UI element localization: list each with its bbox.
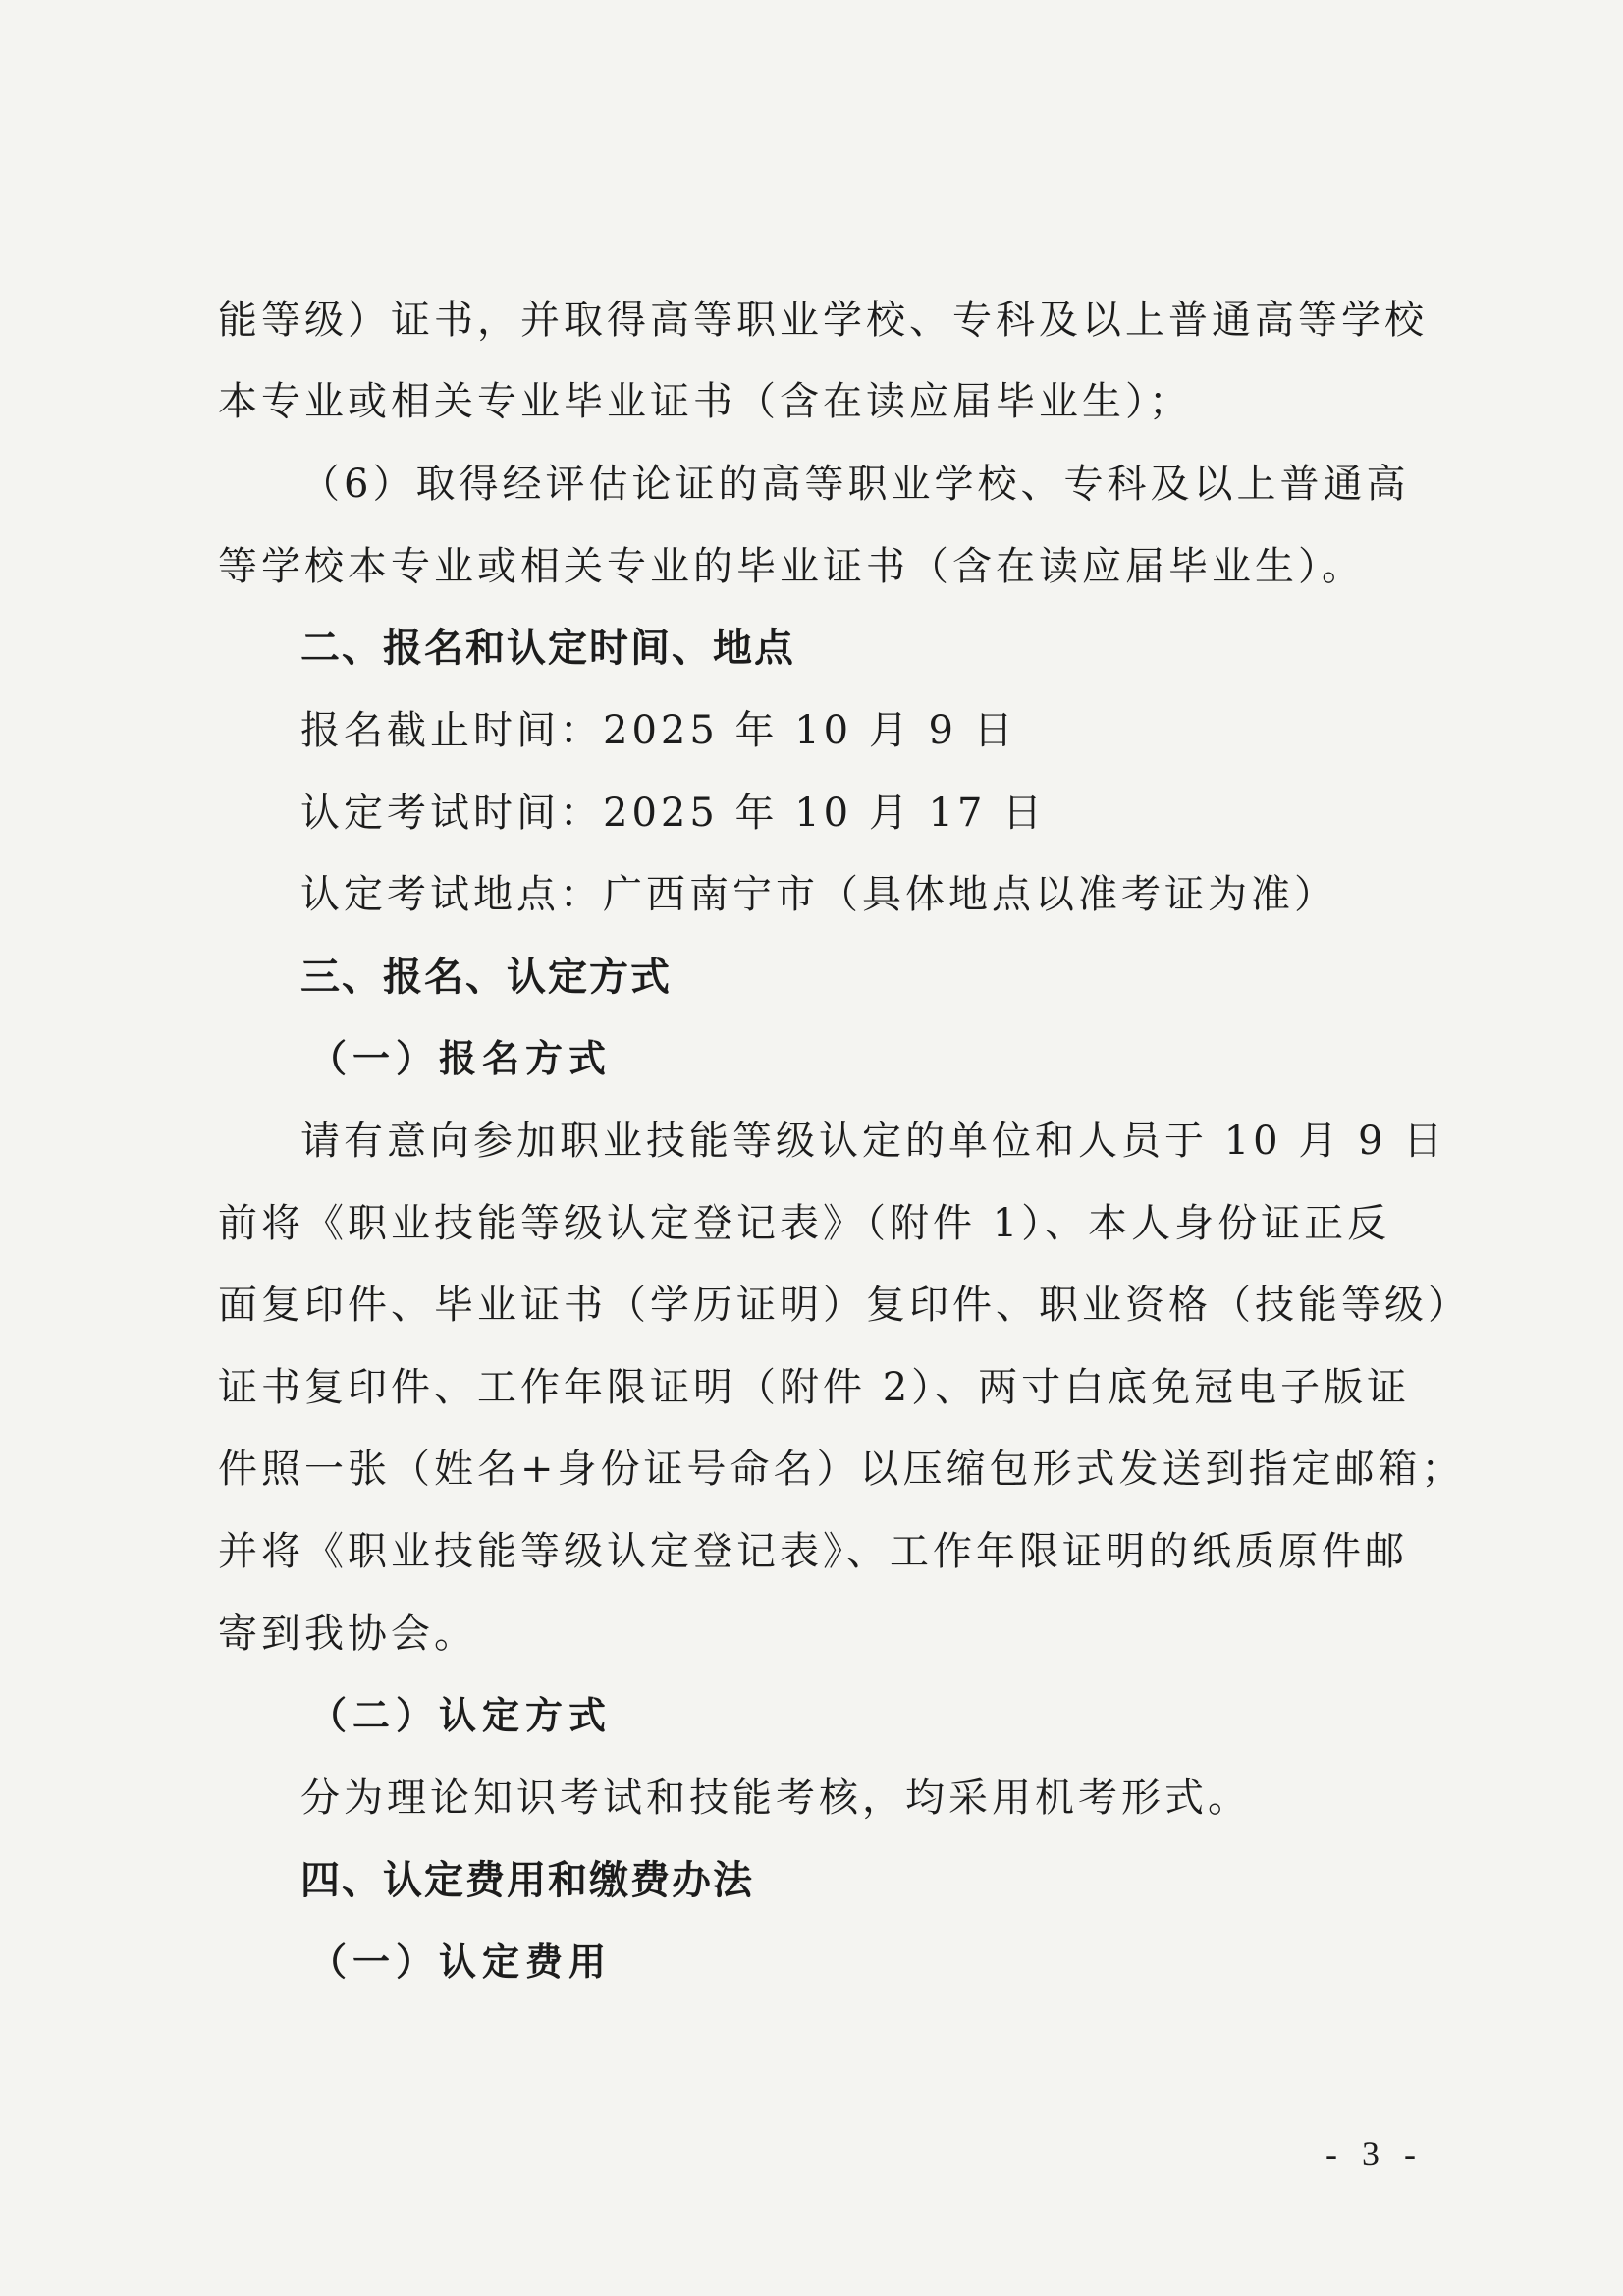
section-heading: 二、报名和认定时间、地点 <box>300 626 795 671</box>
section-heading: 三、报名、认定方式 <box>300 955 672 1000</box>
text-line: 证书复印件、工作年限证明（附件 2）、两寸白底免冠电子版证 <box>218 1365 1411 1410</box>
text-line: 认定考试时间：2025 年 10 月 17 日 <box>300 791 1047 836</box>
text-line: 请有意向参加职业技能等级认定的单位和人员于 10 月 9 日 <box>300 1119 1447 1164</box>
text-line: 认定考试地点：广西南宁市（具体地点以准考证为准） <box>300 872 1337 917</box>
subsection-heading: （一）报名方式 <box>309 1036 613 1080</box>
subsection-heading: （二）认定方式 <box>309 1693 613 1737</box>
text-line: 面复印件、毕业证书（学历证明）复印件、职业资格（技能等级） <box>218 1283 1471 1328</box>
text-line: 报名截止时间：2025 年 10 月 9 日 <box>300 708 1017 753</box>
text-line: 分为理论知识考试和技能考核，均采用机考形式。 <box>300 1776 1251 1821</box>
text-line: 能等级）证书，并取得高等职业学校、专科及以上普通高等学校 <box>218 298 1428 343</box>
text-line: 本专业或相关专业毕业证书（含在读应届毕业生）； <box>218 379 1192 424</box>
text-line: 并将《职业技能等级认定登记表》、工作年限证明的纸质原件邮 <box>218 1529 1408 1574</box>
section-heading: 四、认定费用和缴费办法 <box>300 1858 754 1903</box>
text-line: （6）取得经评估论证的高等职业学校、专科及以上普通高 <box>300 462 1410 507</box>
text-line: 前将《职业技能等级认定登记表》（附件 1）、本人身份证正反 <box>218 1201 1391 1246</box>
text-line: 件照一张（姓名+身份证号命名）以压缩包形式发送到指定邮箱； <box>218 1447 1465 1492</box>
page-number: - 3 - <box>1325 2134 1424 2173</box>
subsection-heading: （一）认定费用 <box>309 1940 613 1984</box>
text-line: 等学校本专业或相关专业的毕业证书（含在读应届毕业生）。 <box>218 544 1365 589</box>
text-line: 寄到我协会。 <box>218 1612 477 1657</box>
